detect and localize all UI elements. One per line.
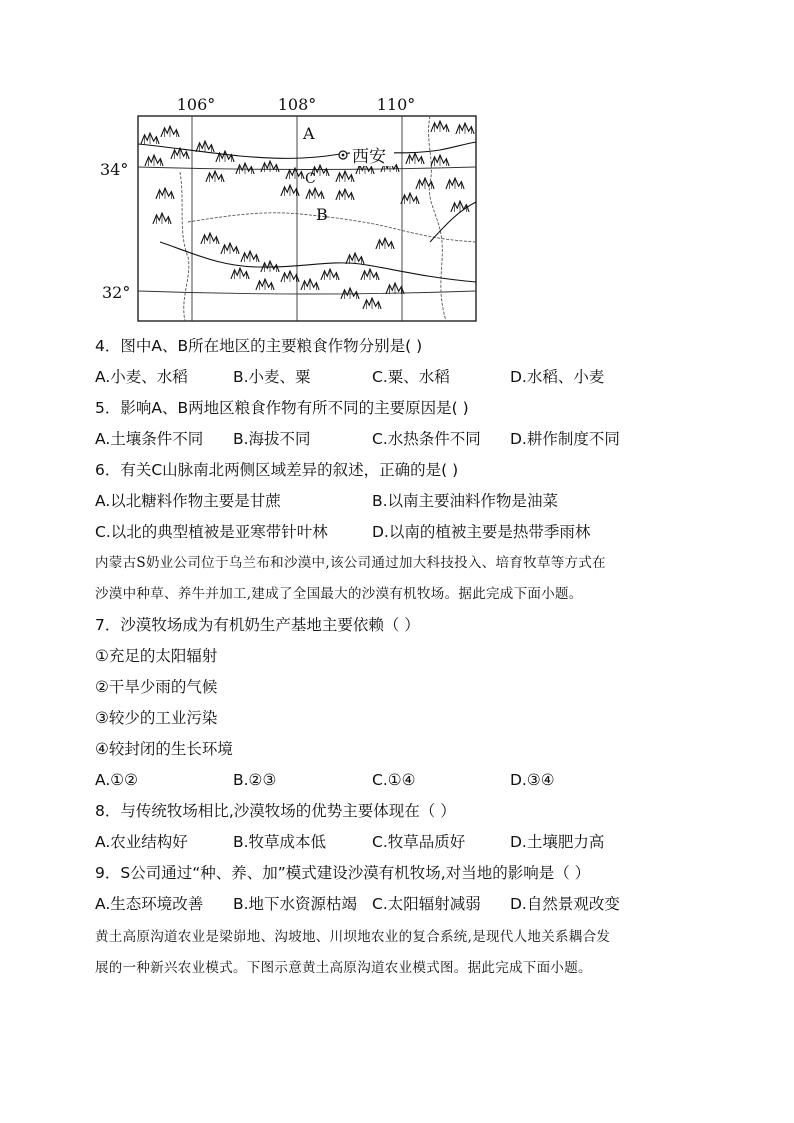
province-boundary <box>180 116 476 321</box>
q6-option-c[interactable]: C.以北的典型植被是亚寒带针叶林 <box>95 523 328 541</box>
river <box>138 142 476 282</box>
q7-item-1: ①充足的太阳辐射 <box>95 647 218 665</box>
q7-option-b[interactable]: B.②③ <box>233 771 277 789</box>
q8-stem: 8．与传统牧场相比,沙漠牧场的优势主要体现在（ ） <box>95 802 456 820</box>
q4-option-b[interactable]: B.小麦、粟 <box>233 368 311 386</box>
lon-label-108: 108° <box>277 95 317 114</box>
q8-option-d[interactable]: D.土壤肥力高 <box>510 833 605 851</box>
lat-label-34: 34° <box>100 160 129 179</box>
q7-item-4: ④较封闭的生长环境 <box>95 740 233 758</box>
passage-1-line-1: 内蒙古S奶业公司位于乌兰布和沙漠中,该公司通过加大科技投入、培育牧草等方式在 <box>95 555 606 571</box>
q7-item-3: ③较少的工业污染 <box>95 709 218 727</box>
q6-option-b[interactable]: B.以南主要油料作物是油菜 <box>372 492 559 510</box>
q7-option-c[interactable]: C.①④ <box>372 771 416 789</box>
passage-2-line-1: 黄土高原沟道农业是梁峁地、沟坡地、川坝地农业的复合系统,是现代人地关系耦合发 <box>95 929 611 945</box>
q7-option-d[interactable]: D.③④ <box>510 771 555 789</box>
lon-label-106: 106° <box>176 95 216 114</box>
q7-stem: 7．沙漠牧场成为有机奶生产基地主要依赖（ ） <box>95 616 420 634</box>
q6-option-d[interactable]: D.以南的植被主要是热带季雨林 <box>372 523 591 541</box>
q9-stem: 9．S公司通过“种、养、加”模式建设沙漠有机牧场,对当地的影响是（ ） <box>95 864 591 882</box>
q8-option-c[interactable]: C.牧草品质好 <box>372 833 466 851</box>
q6-option-a[interactable]: A.以北糖料作物主要是甘蔗 <box>95 492 281 510</box>
q9-option-d[interactable]: D.自然景观改变 <box>510 895 620 913</box>
region-b-label: B <box>316 205 328 224</box>
city-label: 西安 <box>352 147 386 167</box>
q6-stem: 6．有关C山脉南北两侧区域差异的叙述，正确的是( ) <box>95 461 459 479</box>
q9-option-a[interactable]: A.生态环境改善 <box>95 895 204 913</box>
topographic-map <box>100 92 490 327</box>
q5-option-c[interactable]: C.水热条件不同 <box>372 430 481 448</box>
q4-option-a[interactable]: A.小麦、水稻 <box>95 368 188 386</box>
passage-2-line-2: 展的一种新兴农业模式。下图示意黄土高原沟道农业模式图。据此完成下面小题。 <box>95 960 592 976</box>
q5-option-a[interactable]: A.土壤条件不同 <box>95 430 204 448</box>
passage-1-line-2: 沙漠中种草、养牛并加工,建成了全国最大的沙漠有机牧场。据此完成下面小题。 <box>95 586 583 602</box>
q5-stem: 5．影响A、B两地区粮食作物有所不同的主要原因是( ) <box>95 399 469 417</box>
lat-label-32: 32° <box>102 283 131 302</box>
q4-option-c[interactable]: C.粟、水稻 <box>372 368 450 386</box>
q9-option-b[interactable]: B.地下水资源枯竭 <box>233 895 358 913</box>
q8-option-a[interactable]: A.农业结构好 <box>95 833 188 851</box>
lon-label-110: 110° <box>376 95 416 114</box>
q8-option-b[interactable]: B.牧草成本低 <box>233 833 327 851</box>
region-a-label: A <box>303 124 315 143</box>
map-frame <box>138 116 476 321</box>
q5-option-d[interactable]: D.耕作制度不同 <box>510 430 620 448</box>
mountain-symbols <box>141 121 474 309</box>
q7-option-a[interactable]: A.①② <box>95 771 139 789</box>
region-c-label: C <box>305 171 316 187</box>
q9-option-c[interactable]: C.太阳辐射减弱 <box>372 895 481 913</box>
q4-option-d[interactable]: D.水稻、小麦 <box>510 368 605 386</box>
graticule <box>138 116 476 321</box>
q7-item-2: ②干旱少雨的气候 <box>95 678 218 696</box>
q4-stem: 4．图中A、B所在地区的主要粮食作物分别是( ) <box>95 337 423 355</box>
q5-option-b[interactable]: B.海拔不同 <box>233 430 311 448</box>
